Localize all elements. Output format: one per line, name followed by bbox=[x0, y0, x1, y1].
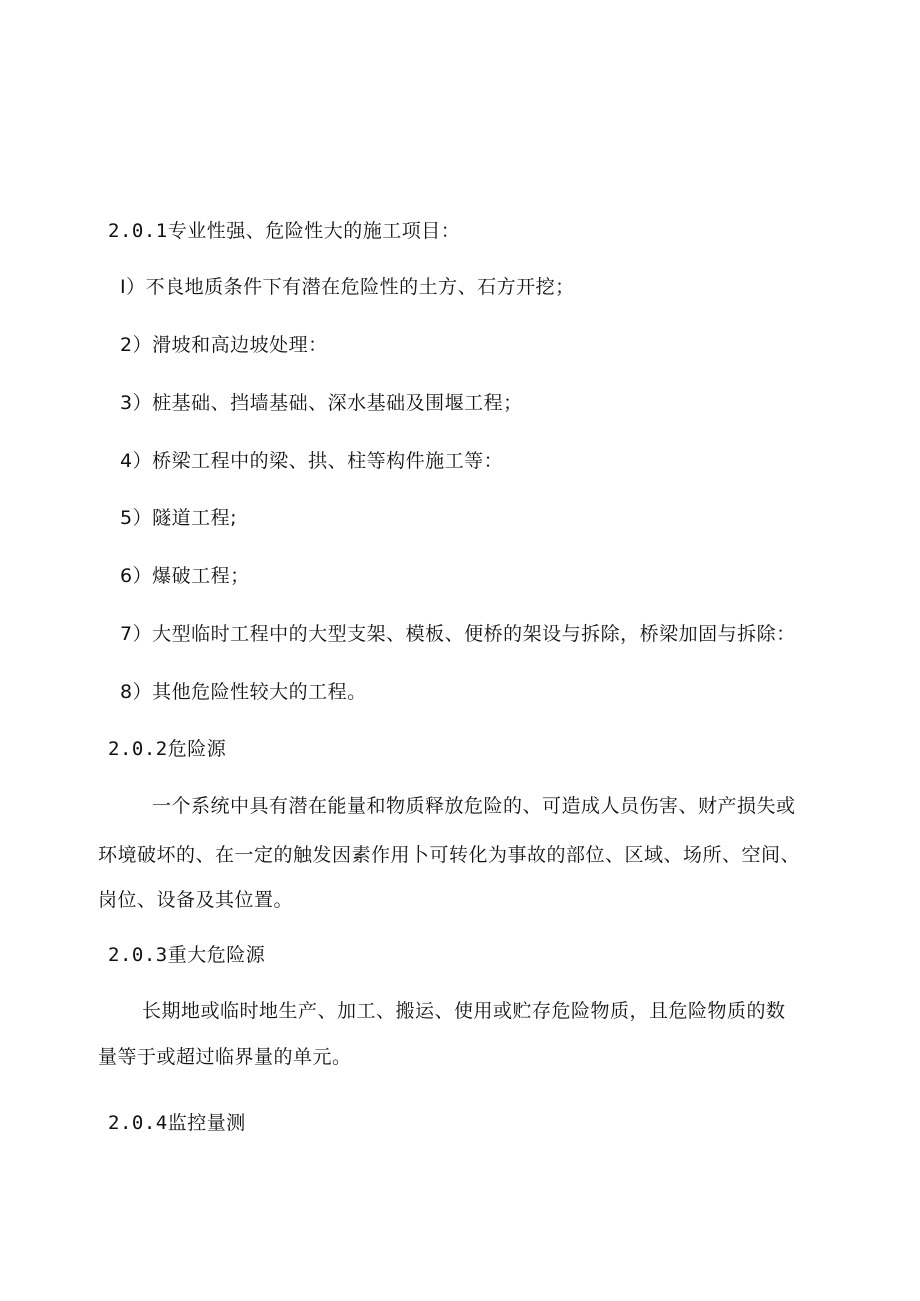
list-item-2: 2）滑坡和高边坡处理： bbox=[120, 334, 328, 356]
list-item-4: 4）桥梁工程中的梁、拱、柱等构件施工等： bbox=[120, 450, 504, 472]
section-heading-2-0-3: 2.0.3重大危险源 bbox=[108, 944, 266, 966]
section-heading-2-0-2: 2.0.2危险源 bbox=[108, 738, 227, 760]
paragraph-line: 岗位、设备及其位置。 bbox=[98, 889, 294, 911]
list-item-7: 7）大型临时工程中的大型支架、模板、便桥的架设与拆除，桥梁加固与拆除： bbox=[120, 623, 796, 645]
paragraph-line: 一个系统中具有潜在能量和物质释放危险的、可造成人员伤害、财产损失或 bbox=[152, 795, 796, 817]
list-item-5: 5）隧道工程; bbox=[120, 507, 237, 529]
list-item-8: 8）其他危险性较大的工程。 bbox=[120, 681, 367, 703]
list-item-6: 6）爆破工程； bbox=[120, 565, 250, 587]
list-item-1: I）不良地质条件下有潜在危险性的土方、石方开挖； bbox=[120, 276, 575, 298]
list-item-3: 3）桩基础、挡墙基础、深水基础及围堰工程； bbox=[120, 392, 523, 414]
section-heading-2-0-4: 2.0.4监控量测 bbox=[108, 1112, 246, 1134]
section-heading-2-0-1: 2.0.1专业性强、危险性大的施工项目： bbox=[108, 220, 461, 242]
paragraph-line: 环境破坏的、在一定的触发因素作用卜可转化为事故的部位、区域、场所、空间、 bbox=[98, 844, 801, 866]
paragraph-line: 量等于或超过临界量的单元。 bbox=[98, 1046, 352, 1068]
paragraph-line: 长期地或临时地生产、加工、搬运、使用或贮存危险物质，且危险物质的数 bbox=[142, 1000, 786, 1022]
